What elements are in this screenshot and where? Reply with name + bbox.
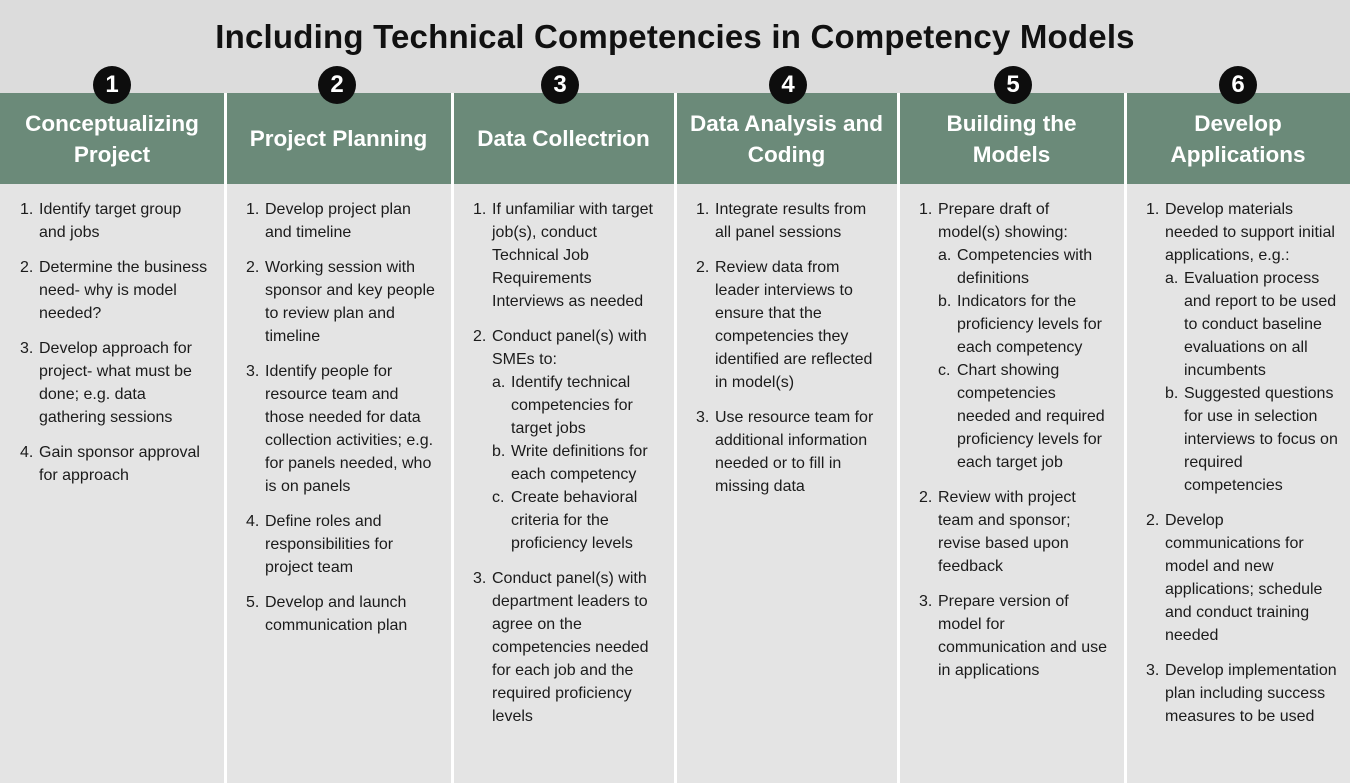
phase-steps (899, 184, 1124, 783)
step-item (696, 256, 885, 394)
phase-steps (453, 184, 674, 783)
step-item (1146, 509, 1338, 647)
step-number: a. (938, 247, 952, 264)
sub-step (1146, 267, 1338, 382)
phase-column-3 (453, 93, 674, 783)
step-text: Evaluation process and report to be used to conduct baseline evaluations on all incumbents (1184, 270, 1337, 379)
step-text: Develop approach for project- what must be done; e.g. data gathering sessions (39, 340, 192, 426)
step-text: Identify target group and jobs (39, 201, 182, 241)
step-text: Integrate results from all panel sessions (715, 201, 867, 241)
step-text: Prepare version of model for communication and use in applications (938, 593, 1107, 679)
phase-heading: Data Analysis and Coding (690, 110, 883, 167)
step-text: Suggested questions for use in selection interviews to focus on required competencies (1184, 385, 1338, 494)
step-item (246, 198, 439, 244)
sub-step (919, 290, 1112, 359)
step-number: 2. (1146, 512, 1160, 529)
step-text: Define roles and responsibilities for project team (265, 513, 394, 576)
step-number: 1. (20, 201, 34, 218)
step-number: 1. (246, 201, 260, 218)
phase-heading: Data Collectrion (477, 126, 650, 151)
step-item (473, 198, 662, 313)
step-item (919, 198, 1112, 244)
step-item (246, 256, 439, 348)
step-number: c. (938, 362, 951, 379)
phase-steps (0, 184, 224, 783)
column-divider (451, 93, 454, 783)
column-divider (1124, 93, 1127, 783)
phase-heading: Project Planning (249, 126, 428, 151)
phase-column-4 (676, 93, 897, 783)
step-text: Identify technical competencies for target jobs (511, 374, 633, 437)
step-text: Prepare draft of model(s) showing: (938, 201, 1068, 241)
step-number-badge: 4 (769, 66, 807, 104)
column-divider (897, 93, 900, 783)
step-text: Develop and launch communication plan (265, 594, 408, 634)
step-number-badge: 5 (994, 66, 1032, 104)
step-item (20, 198, 212, 244)
step-text: Working session with sponsor and key people to review plan and timeline (265, 259, 435, 345)
sub-step (919, 244, 1112, 290)
step-number: b. (492, 443, 506, 460)
step-text: Conduct panel(s) with SMEs to: (492, 328, 647, 368)
step-number: 5. (246, 594, 260, 611)
column-divider (674, 93, 677, 783)
step-text: Conduct panel(s) with department leaders to agree on the competencies needed for each job and the required proficiency levels (492, 570, 649, 725)
step-number: 1. (1146, 201, 1160, 218)
step-text: Competencies with definitions (957, 247, 1093, 287)
step-item (246, 510, 439, 579)
step-item (1146, 659, 1338, 728)
step-item (919, 486, 1112, 578)
step-number: 2. (246, 259, 260, 276)
phase-heading: Conceptualizing Project (25, 110, 199, 167)
step-text: Develop project plan and timeline (265, 201, 411, 241)
step-item (20, 441, 212, 487)
step-number: 1. (473, 201, 487, 218)
phase-steps (1126, 184, 1350, 783)
sub-step (473, 486, 662, 555)
step-text: Review data from leader interviews to ensure that the competencies they identified are reflected in model(s) (715, 259, 873, 391)
step-text: Chart showing competencies needed and required proficiency levels for each target job (957, 362, 1105, 471)
sub-step (919, 359, 1112, 474)
step-number: 3. (919, 593, 933, 610)
step-text: Write definitions for each competency (511, 443, 648, 483)
step-item (473, 325, 662, 371)
step-number: a. (1165, 270, 1179, 287)
sub-step (473, 440, 662, 486)
step-item (696, 198, 885, 244)
diagram-title: Including Technical Competencies in Competency Models (215, 18, 1135, 55)
phase-column-6 (1126, 93, 1350, 783)
step-item (20, 337, 212, 429)
step-text: Gain sponsor approval for approach (39, 444, 200, 484)
step-number: 2. (696, 259, 710, 276)
phase-heading: Building the Models (946, 110, 1077, 167)
step-number: 1. (919, 201, 933, 218)
step-text: Develop materials needed to support initial applications, e.g.: (1165, 201, 1335, 264)
step-number: 2. (919, 489, 933, 506)
step-number: 2. (473, 328, 487, 345)
step-number: 4. (246, 513, 260, 530)
phase-heading: Develop Applications (1170, 110, 1306, 167)
step-item (1146, 198, 1338, 267)
step-item (246, 591, 439, 637)
sub-step (473, 371, 662, 440)
step-text: Review with project team and sponsor; revise based upon feedback (938, 489, 1076, 575)
step-text: Develop implementation plan including success measures to be used (1165, 662, 1337, 725)
step-item (246, 360, 439, 498)
step-text: Develop communications for model and new applications; schedule and conduct training needed (1165, 512, 1323, 644)
step-number-badge: 2 (318, 66, 356, 104)
step-item (919, 590, 1112, 682)
step-text: Use resource team for additional information needed or to fill in missing data (715, 409, 874, 495)
step-item (20, 256, 212, 325)
sub-step (1146, 382, 1338, 497)
step-number: 3. (696, 409, 710, 426)
step-number: 2. (20, 259, 34, 276)
step-number-badge: 6 (1219, 66, 1257, 104)
step-number: b. (938, 293, 952, 310)
step-number: c. (492, 489, 505, 506)
phase-column-5 (899, 93, 1124, 783)
step-number: 3. (1146, 662, 1160, 679)
step-item (696, 406, 885, 498)
step-number: 3. (246, 363, 260, 380)
step-text: Identify people for resource team and those needed for data collection activities; e.g. for panels needed, who is on panels (265, 363, 434, 495)
step-number: 3. (20, 340, 34, 357)
step-number-badge: 1 (93, 66, 131, 104)
step-item (473, 567, 662, 728)
phase-steps (676, 184, 897, 783)
step-number: 4. (20, 444, 34, 461)
phase-column-1 (0, 93, 224, 783)
step-number: 3. (473, 570, 487, 587)
step-number: a. (492, 374, 506, 391)
step-text: Indicators for the proficiency levels for each competency (957, 293, 1102, 356)
column-divider (224, 93, 227, 783)
step-text: Determine the business need- why is model needed? (39, 259, 208, 322)
phase-column-2 (226, 93, 451, 783)
step-number: 1. (696, 201, 710, 218)
step-number-badge: 3 (541, 66, 579, 104)
phase-steps (226, 184, 451, 783)
step-number: b. (1165, 385, 1179, 402)
step-text: Create behavioral criteria for the proficiency levels (511, 489, 638, 552)
step-text: If unfamiliar with target job(s), conduct Technical Job Requirements Interviews as needed (492, 201, 653, 310)
